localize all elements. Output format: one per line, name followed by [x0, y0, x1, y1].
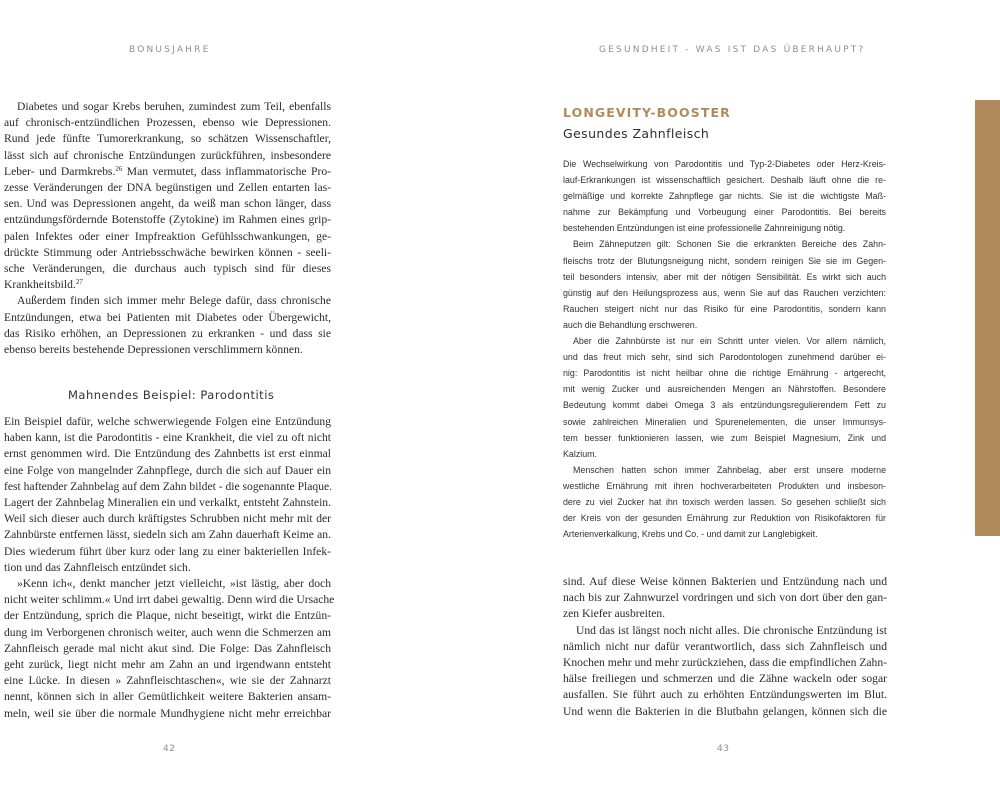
text-line: [4, 99, 331, 115]
footnote-marker[interactable]: 26: [115, 164, 123, 173]
text-line-content: Kalzium.: [563, 448, 598, 459]
text-line: [563, 462, 886, 478]
text-line: [563, 590, 887, 606]
text-line-content: Krankheitsbild.: [4, 278, 76, 292]
text-line: [4, 641, 331, 657]
text-line-content: Dies wiederum führt über kurz oder lang zu einer bakteriellen Infek-: [4, 544, 331, 558]
text-line: [4, 212, 331, 228]
text-line-content: Entzündungen, etwa bei Patienten mit Diabetes oder Übergewicht,: [4, 310, 331, 324]
text-line: [4, 196, 331, 212]
text-line-content: Lagert der Zahnbelag Mineralien ein und verkalkt, entsteht Zahnstein.: [4, 496, 331, 510]
text-line: [4, 495, 331, 511]
text-line-content: nahme zur Bekämpfung und Vorbeugung einer Parodontitis. Bei bereits: [563, 207, 886, 218]
text-line-content: Man vermutet, dass inflammatorische Pro-: [122, 164, 331, 178]
text-line: [563, 655, 887, 671]
text-line-content: Menschen hatten schon immer Zahnbelag, aber erst unsere moderne: [573, 464, 886, 475]
text-line-content: palen Infektes oder einer Impfreaktion Gefühlsschwankungen, ge-: [4, 229, 331, 243]
text-line-content: entzündungsfördernde Botenstoffe (Zytokine) im Rahmen eines grip-: [4, 213, 331, 227]
text-line: [4, 277, 331, 293]
text-line-content: zesse Veränderungen der DNA begünstigen und Zellen entarten las-: [4, 181, 331, 195]
text-line-content: drückte Stimmung oder Antriebsschwäche bewirken können - seeli-: [4, 245, 331, 259]
text-line: [4, 544, 331, 560]
body-text-block: [563, 574, 887, 720]
text-line: [4, 180, 331, 196]
text-line: [4, 689, 331, 705]
text-line: [4, 342, 331, 358]
running-head-right: GESUNDHEIT - WAS IST DAS ÜBERHAUPT?: [599, 45, 866, 55]
text-line: [4, 479, 331, 495]
text-line: [563, 639, 887, 655]
text-line-content: Knochen mehr und mehr zurückziehen, dass die empfindlichen Zahn-: [563, 656, 887, 670]
text-line: [563, 333, 886, 349]
text-line: [563, 269, 886, 285]
text-line-content: tion und das Zahnfleisch entzündet sich.: [4, 560, 191, 574]
text-line: [563, 285, 886, 301]
text-line-content: und das freut mich sehr, sind sich Parodontologen zunehmend darüber ei-: [563, 352, 886, 363]
text-line-content: der Kreis von der gesunden Ernährung zur Reduktion von Risikofaktoren für: [563, 513, 886, 524]
text-line: [4, 164, 331, 180]
text-line-content: westliche Ernährung mit ihren hochverarbeiteten Produkten und insbeson-: [563, 480, 886, 491]
text-line-content: sowie zahlreichen Mineralien und Spurenelementen, die unser Immunsys-: [563, 416, 886, 427]
text-line: [563, 430, 886, 446]
text-line-content: lauf-Erkrankungen ist wissenschaftlich gesichert. Deshalb läuft ohne die re-: [563, 175, 886, 186]
text-line-content: tem besser funktionieren lassen, wie zum Beispiel Magnesium, Zink und: [563, 432, 886, 443]
text-line-content: eine Lücke. In diesen » Zahnfleischtaschen«, wie sie der Zahnarzt: [4, 674, 331, 688]
body-text-block: [4, 414, 335, 722]
text-line: [563, 606, 887, 622]
text-line: [4, 326, 331, 342]
text-line-content: nig: Parodontitis ist nicht heilbar ohne die richtige Ernährung - artgerecht,: [563, 368, 886, 379]
text-line: [563, 156, 886, 172]
text-line: [4, 414, 331, 430]
text-line: [4, 625, 331, 641]
text-line: [563, 253, 886, 269]
text-line: [563, 236, 886, 252]
text-line: [563, 478, 886, 494]
text-line: [4, 131, 331, 147]
text-line-content: fest haftender Zahnbelag auf dem Zahn bildet - die sogenannte Plaque.: [4, 479, 333, 493]
text-line: [563, 381, 886, 397]
text-line-content: mit wenig Zucker und ausreichenden Mengen an Nährstoffen. Besondere: [563, 384, 886, 395]
text-line: [563, 494, 886, 510]
text-line-content: Die Wechselwirkung von Parodontitis und Typ-2-Diabetes oder Herz-Kreis-: [563, 159, 886, 169]
text-line: [563, 526, 886, 542]
text-line-content: Außerdem finden sich immer mehr Belege dafür, dass chronische: [17, 294, 331, 308]
text-line-content: teil besonders intensiv, aber mit der nötigen Sensibilität. Es wirkt sich auch: [563, 271, 886, 282]
text-line-content: sind. Auf diese Weise können Bakterien und Entzündung nach und: [563, 575, 887, 588]
text-line-content: nach bis zur Zahnwurzel vordringen und sich von dort über den gan-: [563, 591, 887, 605]
text-line: [563, 397, 886, 413]
text-line-content: Aber die Zahnbürste ist nur ein Schritt unter vielen. Vor allem nämlich,: [573, 336, 886, 347]
text-line: [563, 188, 886, 204]
text-line: [4, 592, 335, 608]
text-line-content: eine Folge von mangelnder Zahnpflege, durch die sich auf Dauer ein: [4, 463, 331, 477]
text-line-content: dere zu viel Zucker hat ihn toxisch werden lassen. So gesehen schließt sich: [563, 496, 886, 507]
text-line-content: Rund jede fünfte Tumorerkrankung, so schätzen Wissenschaftler,: [4, 132, 331, 146]
text-line-content: gelmäßige und korrekte Zahnpflege gar nichts. Sie ist die wichtigste Maß-: [563, 191, 886, 202]
text-line: [4, 560, 331, 576]
text-line: [4, 446, 331, 462]
text-line: [563, 510, 886, 526]
box-body-text: [563, 156, 886, 542]
text-line-content: ebenso bereits bestehende Depressionen verschlimmern können.: [4, 343, 303, 357]
text-line-content: ausfallen. Sie führt auch zu erhöhten Entzündungswerten im Blut.: [563, 688, 887, 702]
text-line-content: nennt, können sich in aller Gemütlichkeit weitere Bakterien ansam-: [4, 690, 331, 704]
text-line-content: Bedeutung kommt dabei Omega 3 als entzündungsregulierendem Fett zu: [563, 400, 886, 411]
text-line: [563, 704, 887, 720]
text-line-content: Rauchen steigert nicht nur das Risiko für eine Parodontitis, sondern kann: [563, 303, 886, 314]
text-line-content: bestehenden Entzündungen ist eine professionelle Zahnreinigung nötig.: [563, 223, 846, 234]
text-line-content: sen. Und was Depressionen angeht, da weiß man schon länger, dass: [4, 197, 331, 211]
text-line-content: Und das ist längst noch nicht alles. Die chronische Entzündung ist: [576, 623, 887, 637]
text-line: [4, 706, 331, 722]
text-line: [4, 463, 331, 479]
text-line-content: Und wenn die Bakterien in die Blutbahn gelangen, können sich die: [563, 704, 887, 718]
text-line-content: Zahnfleisch gerade mal nicht akut sind. Die Folge: Das Zahnfleisch: [4, 641, 331, 655]
text-line-content: lässt sich auf chronische Entzündungen zurückführen, insbesondere: [4, 148, 331, 162]
text-line: [563, 204, 886, 220]
text-line-content: Beim Zähneputzen gilt: Schonen Sie die erkrankten Bereiche des Zahn-: [573, 239, 886, 250]
text-line-content: »Kenn ich«, denkt mancher jetzt vielleicht, »ist lästig, aber doch: [17, 577, 331, 591]
text-line: [563, 446, 886, 462]
text-line: [4, 310, 331, 326]
text-line-content: das Risiko erhöhen, an Depressionen zu erkranken - und dass sie: [4, 326, 331, 340]
text-line-content: haben kann, ist die Parodontitis - eine Krankheit, die viel zu oft nicht: [4, 431, 331, 445]
text-line: [563, 687, 887, 703]
text-line: [563, 349, 886, 365]
chapter-thumb-tab: [975, 100, 1000, 536]
text-line: [4, 657, 331, 673]
body-text-block: [4, 99, 331, 358]
text-line: [4, 148, 331, 164]
text-line-content: ernst genommen wird. Die Entzündung des Zahnbetts ist erst einmal: [4, 447, 331, 461]
text-line-content: Leber- und Darmkrebs.: [4, 164, 116, 178]
text-line-content: Weil sich dieser auch durch kräftigstes Schrubben nicht mehr mit der: [4, 512, 331, 526]
right-page: [500, 0, 1000, 800]
text-line: [4, 261, 331, 277]
text-line: [563, 317, 886, 333]
text-line: [563, 574, 887, 590]
text-line: [4, 430, 331, 446]
text-line: [4, 245, 331, 261]
text-line-content: auf chronisch-entzündlichen Prozessen, ebenso wie Depressionen.: [4, 116, 331, 130]
text-line-content: Diabetes und sogar Krebs beruhen, zumindest zum Teil, ebenfalls: [17, 100, 331, 113]
text-line: [4, 511, 331, 527]
text-line: [563, 220, 886, 236]
page-number-right: 43: [717, 744, 730, 754]
text-line-content: nämlich nicht nur dafür verantwortlich, dass sich Zahnfleisch und: [563, 639, 887, 653]
text-line: [4, 115, 331, 131]
text-line-content: meln, weil sie über die normale Mundhygiene nicht mehr erreichbar: [4, 706, 331, 720]
text-line: [4, 293, 331, 309]
text-line: [563, 172, 886, 188]
text-line: [563, 671, 887, 687]
text-line-content: auch die Behandlung erschweren.: [563, 319, 698, 330]
box-label: LONGEVITY-BOOSTER: [563, 105, 731, 120]
text-line: [563, 365, 886, 381]
text-line-content: sche Veränderungen, die durchaus auch typisch sind für dieses: [4, 262, 331, 276]
text-line-content: nicht weiter schlimm.« Und irrt dabei gewaltig. Denn wird die Ursache: [4, 593, 335, 607]
text-line-content: fleischs trotz der Blutungsneigung nicht, sondern reinigen Sie sie im Gegen-: [563, 255, 886, 266]
page-number-left: 42: [163, 744, 176, 754]
text-line-content: günstig auf den Heilungsprozess aus, wenn Sie auf das Rauchen verzichten:: [563, 287, 886, 298]
text-line: [563, 301, 886, 317]
box-title: Gesundes Zahnfleisch: [563, 126, 710, 141]
text-line-content: Arterienverkalkung, Krebs und Co. - und damit zur Langlebigkeit.: [563, 529, 818, 540]
footnote-marker[interactable]: 27: [75, 278, 83, 287]
text-line-content: hälse freiliegen und schmerzen und die Zähne wackeln oder sogar: [563, 672, 887, 686]
text-line-content: Zahnbürste entfernen lässt, siedeln sich am Zahn dauerhaft Keime an.: [4, 528, 331, 542]
text-line: [4, 229, 331, 245]
text-line: [563, 414, 886, 430]
running-head-left: BONUSJAHRE: [129, 45, 211, 55]
text-line-content: Ein Beispiel dafür, welche schwerwiegende Folgen eine Entzündung: [4, 415, 331, 428]
text-line: [4, 608, 331, 624]
text-line: [4, 576, 331, 592]
text-line: [563, 623, 887, 639]
text-line: [4, 527, 331, 543]
text-line-content: der Entzündung, sprich die Plaque, nicht beseitigt, wirkt die Entzün-: [4, 609, 331, 623]
text-line: [4, 673, 331, 689]
text-line-content: zen Kiefer ausbreiten.: [563, 607, 666, 621]
text-line-content: geht zurück, liegt nicht mehr am Zahn an und irgendwann entsteht: [4, 658, 331, 672]
section-subheading: Mahnendes Beispiel: Parodontitis: [68, 388, 275, 402]
text-line-content: dung im Verborgenen chronisch weiter, auch wenn die Schmerzen am: [4, 625, 331, 639]
